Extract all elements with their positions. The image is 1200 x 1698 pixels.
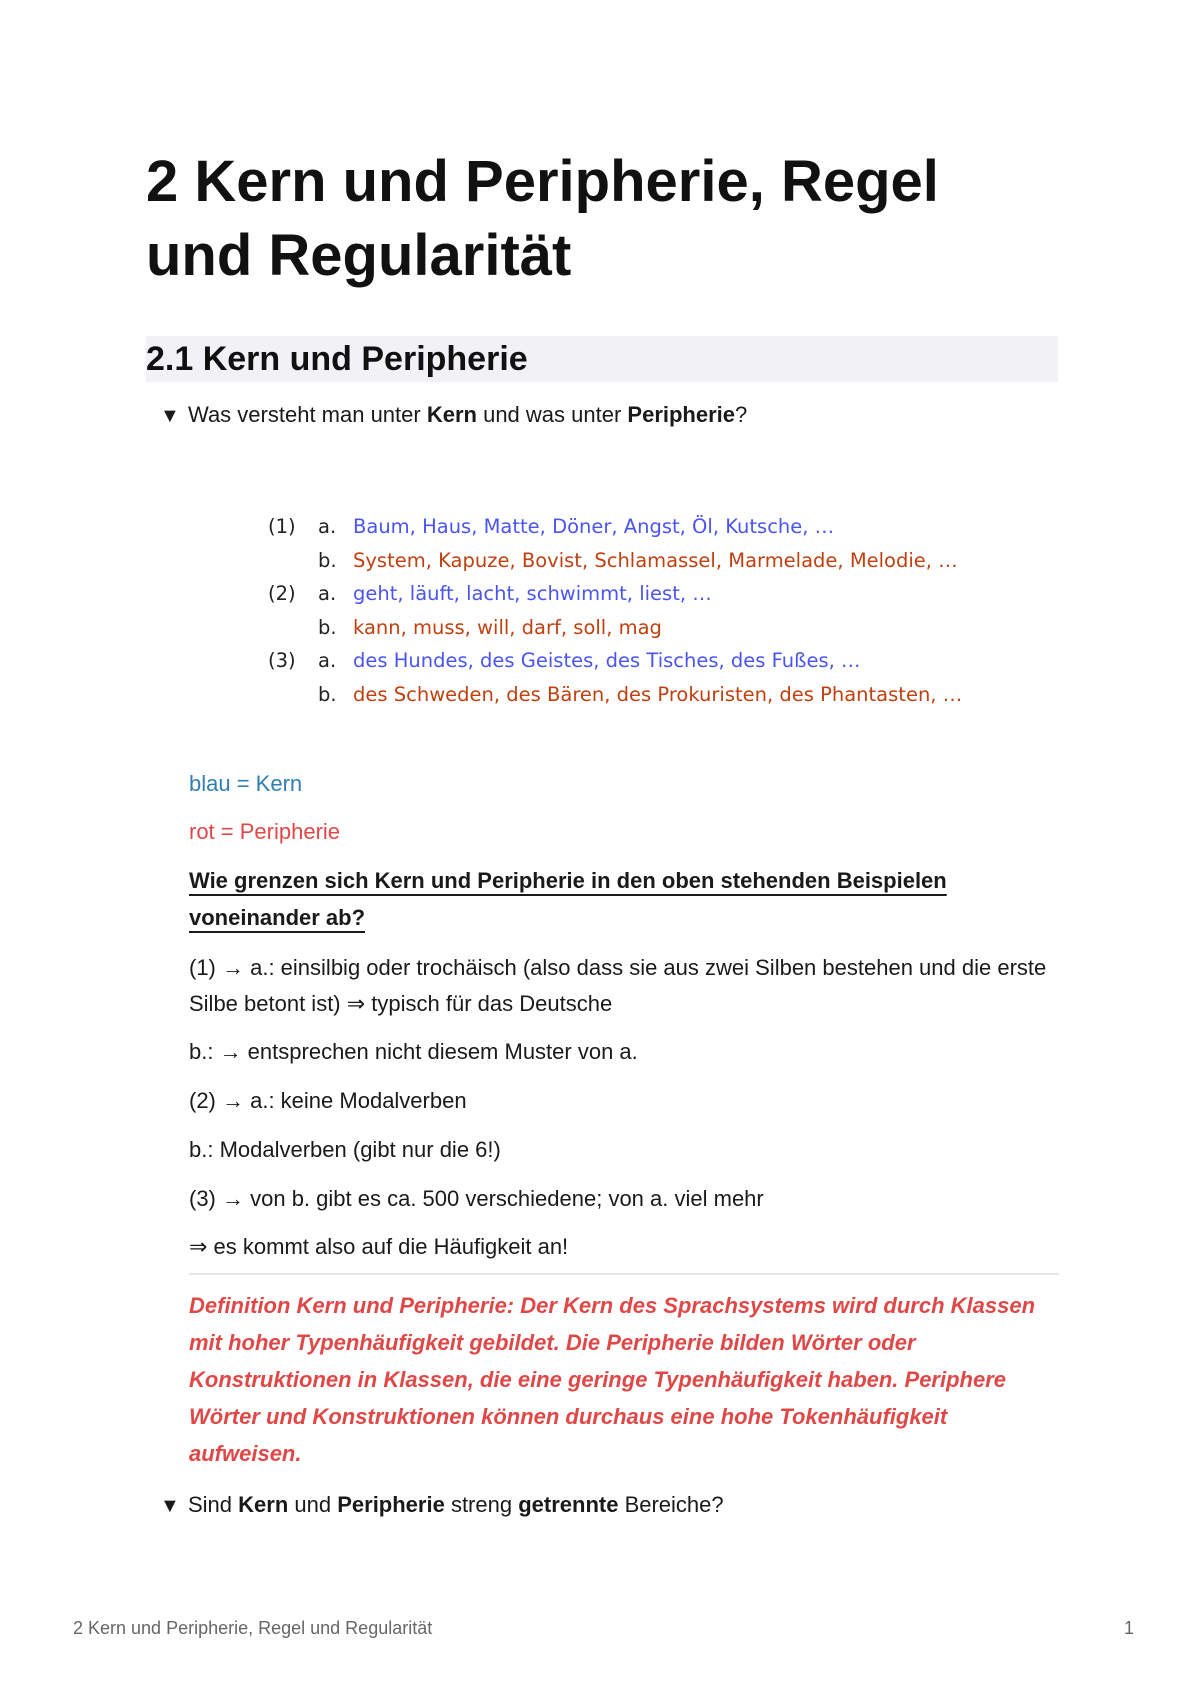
example-number: (3) bbox=[268, 649, 296, 672]
example-letter: a. bbox=[318, 515, 337, 538]
answer-conclusion: ⇒ es kommt also auf die Häufigkeit an! bbox=[189, 1234, 569, 1259]
example-letter: a. bbox=[318, 582, 337, 605]
footer-title: 2 Kern und Peripherie, Regel und Regularität bbox=[73, 1618, 433, 1638]
answer-1b: b.: → entsprechen nicht diesem Muster von a. bbox=[189, 1039, 638, 1064]
example-letter: b. bbox=[318, 682, 337, 706]
legend-blue: blau = Kern bbox=[189, 771, 303, 796]
example-letter: b. bbox=[318, 548, 337, 572]
toggle-text: Was versteht man unter Kern und was unter Peripherie? bbox=[188, 402, 748, 427]
answer-3a: (3) → von b. gibt es ca. 500 verschiedene; von a. viel mehr bbox=[189, 1186, 764, 1211]
answer-2b: b.: Modalverben (gibt nur die 6!) bbox=[189, 1137, 501, 1162]
question-heading: Wie grenzen sich Kern und Peripherie in den oben stehenden Beispielen voneinander ab? bbox=[189, 868, 947, 930]
toggle-getrennte-bereiche[interactable] bbox=[160, 1490, 724, 1521]
answer-2a: (2) → a.: keine Modalverben bbox=[189, 1088, 467, 1113]
toggle-triangle-icon[interactable]: ▼ bbox=[160, 405, 180, 427]
answer-1a: (1) → a.: einsilbig oder trochäisch (also dass sie aus zwei Silben bestehen und die erste Silbe betont ist) ⇒ typisch für das Deutsche bbox=[189, 955, 1047, 1016]
example-number: (2) bbox=[268, 582, 296, 605]
definition-callout: Definition Kern und Peripherie: Der Kern des Sprachsystems wird durch Klassen mit hoher Typenhäufigkeit gebildet. Die Peripherie bilden Wörter oder Konstruktionen in Klassen, die eine geringe Typenhäufigkeit haben. Periphere Wörter und Konstruktionen können durchaus eine hohe Tokenhäufigkeit aufweisen. bbox=[189, 1293, 1036, 1466]
example-text: kann, muss, will, darf, soll, mag bbox=[353, 615, 662, 639]
example-text: des Hundes, des Geistes, des Tisches, des Fußes, … bbox=[353, 649, 861, 672]
legend-red: rot = Peripherie bbox=[189, 819, 341, 844]
toggle-triangle-icon[interactable]: ▼ bbox=[160, 1495, 180, 1517]
section-heading: 2.1 Kern und Peripherie bbox=[146, 336, 1058, 382]
toggle-text: Sind Kern und Peripherie streng getrennte Bereiche? bbox=[188, 1492, 724, 1517]
example-letter: b. bbox=[318, 615, 337, 639]
example-text: Baum, Haus, Matte, Döner, Angst, Öl, Kutsche, … bbox=[353, 515, 835, 538]
divider bbox=[189, 1273, 1059, 1275]
page-title: 2 Kern und Peripherie, Regel und Regularität bbox=[146, 149, 939, 288]
toggle-kern-peripherie[interactable] bbox=[160, 400, 747, 431]
example-text: System, Kapuze, Bovist, Schlamassel, Marmelade, Melodie, … bbox=[353, 548, 958, 572]
example-number: (1) bbox=[268, 515, 296, 538]
example-letter: a. bbox=[318, 649, 337, 672]
page-number: 1 bbox=[1124, 1618, 1135, 1638]
example-text: des Schweden, des Bären, des Prokuristen, des Phantasten, … bbox=[353, 682, 963, 706]
example-text: geht, läuft, lacht, schwimmt, liest, … bbox=[353, 582, 712, 605]
